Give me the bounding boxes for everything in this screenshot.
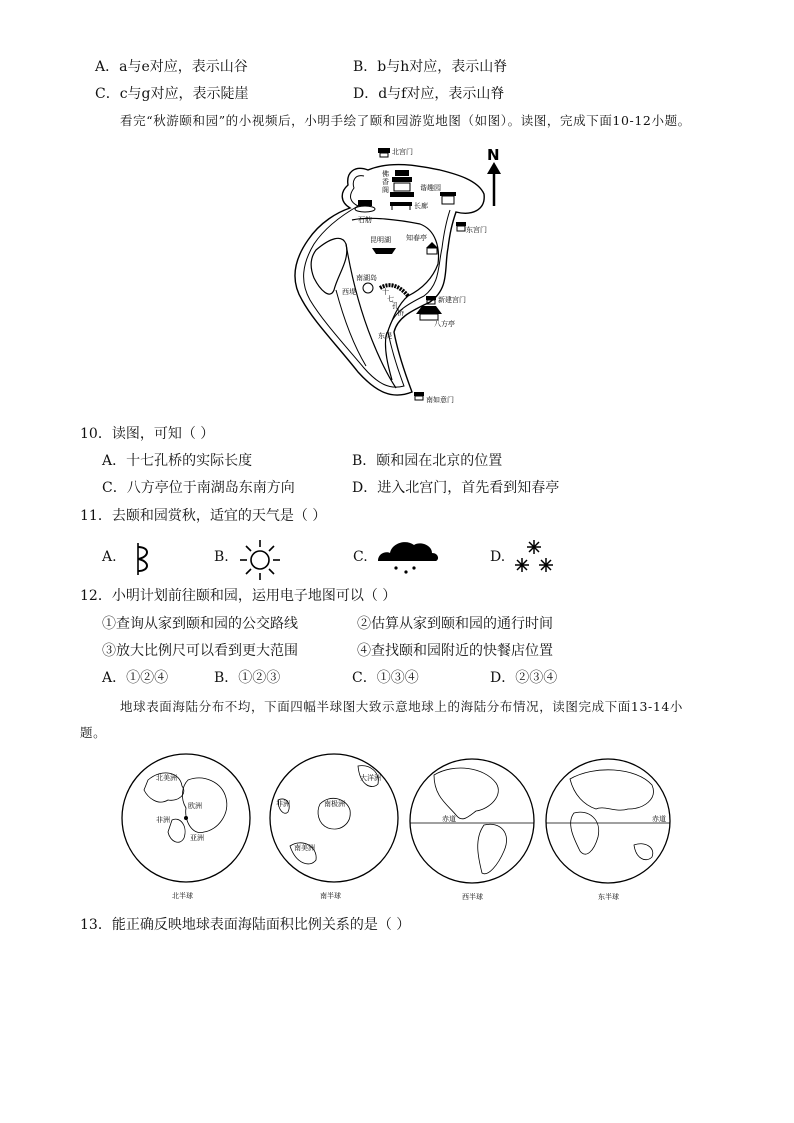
q10-option-b: B．颐和园在北京的位置 xyxy=(352,453,503,469)
globe-south-label-1: 非洲 xyxy=(276,800,290,808)
q10-option-a: A．十七孔桥的实际长度 xyxy=(102,453,253,469)
q12-option-b: B．①②③ xyxy=(214,670,281,686)
q11-option-a: A. xyxy=(102,549,117,565)
globe-east-caption: 东半球 xyxy=(598,893,619,901)
bafangting-icon xyxy=(416,306,442,320)
q13-stem: 13．能正确反映地球表面海陆面积比例关系的是（ ） xyxy=(80,917,411,933)
globe-east-equator: 赤道 xyxy=(652,815,666,823)
label-qikongqiao-4: 桥 xyxy=(397,309,404,317)
label-dongdi: 东堤 xyxy=(378,332,392,340)
q12-statement-4: ④查找颐和园附近的快餐店位置 xyxy=(357,643,553,659)
label-nanruyimen: 南如意门 xyxy=(426,396,454,404)
q11-option-c: C. xyxy=(353,549,368,565)
q10-stem: 10．读图，可知（ ） xyxy=(80,426,215,442)
globe-south-label-3: 南美洲 xyxy=(294,844,315,852)
label-qikongqiao-2: 七 xyxy=(387,295,394,303)
q11-option-d: D. xyxy=(490,549,506,565)
boat-icon xyxy=(372,248,396,254)
label-foxiangge-3: 阁 xyxy=(382,186,389,194)
intro-13-14-line2: 题。 xyxy=(80,725,107,740)
intro-13-14-line1: 地球表面海陆分布不均，下面四幅半球图大致示意地球上的海陆分布情况，读图完成下面13-14小 xyxy=(120,699,684,714)
q10-option-c: C．八方亭位于南湖岛东南方向 xyxy=(102,480,295,496)
park-boundary xyxy=(295,165,484,396)
label-zhichunting: 知春亭 xyxy=(406,234,427,242)
wind-icon xyxy=(124,541,154,577)
zhichunting-icon xyxy=(426,242,438,254)
snow-icon xyxy=(512,538,556,578)
foxiangge-icon xyxy=(390,170,414,197)
globe-west-equator: 赤道 xyxy=(442,815,456,823)
label-xidi: 西堤 xyxy=(342,288,356,296)
label-donggongmen: 东宫门 xyxy=(466,226,487,234)
globe-north-caption: 北半球 xyxy=(172,892,193,900)
q9-option-a: A．a与e对应，表示山谷 xyxy=(95,59,248,75)
label-xiequyuan: 谐趣园 xyxy=(420,184,441,192)
q12-option-a: A．①②④ xyxy=(102,670,169,686)
nanruyimen-icon xyxy=(414,392,424,400)
north-arrow-icon xyxy=(487,146,501,206)
globe-south xyxy=(266,750,406,906)
q12-statement-1: ①查询从家到颐和园的公交路线 xyxy=(102,616,298,632)
globe-east xyxy=(540,755,676,905)
label-qikongqiao-1: 十 xyxy=(382,288,389,296)
changlang-icon xyxy=(390,202,412,210)
globe-north-label-2: 欧洲 xyxy=(188,802,202,810)
xiequyuan-icon xyxy=(440,192,456,204)
label-changlang: 长廊 xyxy=(414,202,428,210)
q12-statement-2: ②估算从家到颐和园的通行时间 xyxy=(357,616,553,632)
q12-statement-3: ③放大比例尺可以看到更大范围 xyxy=(102,643,298,659)
label-beigongmen: 北宫门 xyxy=(392,148,413,156)
q9-option-d: D．d与f对应，表示山脊 xyxy=(353,86,505,102)
label-shifang: 石舫 xyxy=(358,216,372,224)
xinjiangongmen-icon xyxy=(426,296,436,304)
globe-north xyxy=(118,750,258,906)
q9-option-b: B．b与h对应，表示山脊 xyxy=(353,59,508,75)
summer-palace-map xyxy=(280,140,520,410)
globe-south-label-2: 南极洲 xyxy=(324,800,345,808)
nanhudao-icon xyxy=(363,283,373,293)
globe-south-caption: 南半球 xyxy=(320,892,341,900)
globe-west xyxy=(404,755,540,905)
cloud-rain-icon xyxy=(374,537,440,577)
beigongmen-icon xyxy=(378,148,390,157)
label-foxiangge-2: 香 xyxy=(382,178,389,186)
globe-north-label-1: 北美洲 xyxy=(156,774,177,782)
q12-option-c: C．①③④ xyxy=(352,670,419,686)
west-lake xyxy=(311,238,347,294)
q12-option-d: D．②③④ xyxy=(490,670,558,686)
shifang-icon xyxy=(355,200,375,212)
q10-option-d: D．进入北宫门，首先看到知春亭 xyxy=(352,480,560,496)
globe-west-caption: 西半球 xyxy=(462,893,483,901)
q9-option-c: C．c与g对应，表示陡崖 xyxy=(95,86,249,102)
label-qikongqiao-3: 孔 xyxy=(392,302,399,310)
sun-icon xyxy=(238,538,282,582)
intro-10-12: 看完“秋游颐和园”的小视频后，小明手绘了颐和园游览地图（如图）。读图，完成下面10-12小题。 xyxy=(120,113,691,128)
label-foxiangge-1: 佛 xyxy=(382,170,389,178)
label-bafangting: 八方亭 xyxy=(434,320,455,328)
q11-stem: 11．去颐和园赏秋，适宜的天气是（ ） xyxy=(80,508,327,524)
label-xinjiangongmen: 新建宫门 xyxy=(438,296,466,304)
q11-option-b: B. xyxy=(214,549,229,565)
label-kunminghu: 昆明湖 xyxy=(370,236,391,244)
globe-south-label-4: 大洋洲 xyxy=(360,774,381,782)
globe-north-label-4: 非洲 xyxy=(156,816,170,824)
kunming-lake-outline xyxy=(352,218,438,380)
donggongmen-icon xyxy=(456,222,466,231)
globe-north-label-3: 亚洲 xyxy=(190,834,204,842)
label-nanhudao: 南湖岛 xyxy=(356,274,377,282)
north-label: N xyxy=(487,146,500,164)
q12-stem: 12．小明计划前往颐和园，运用电子地图可以（ ） xyxy=(80,588,397,604)
